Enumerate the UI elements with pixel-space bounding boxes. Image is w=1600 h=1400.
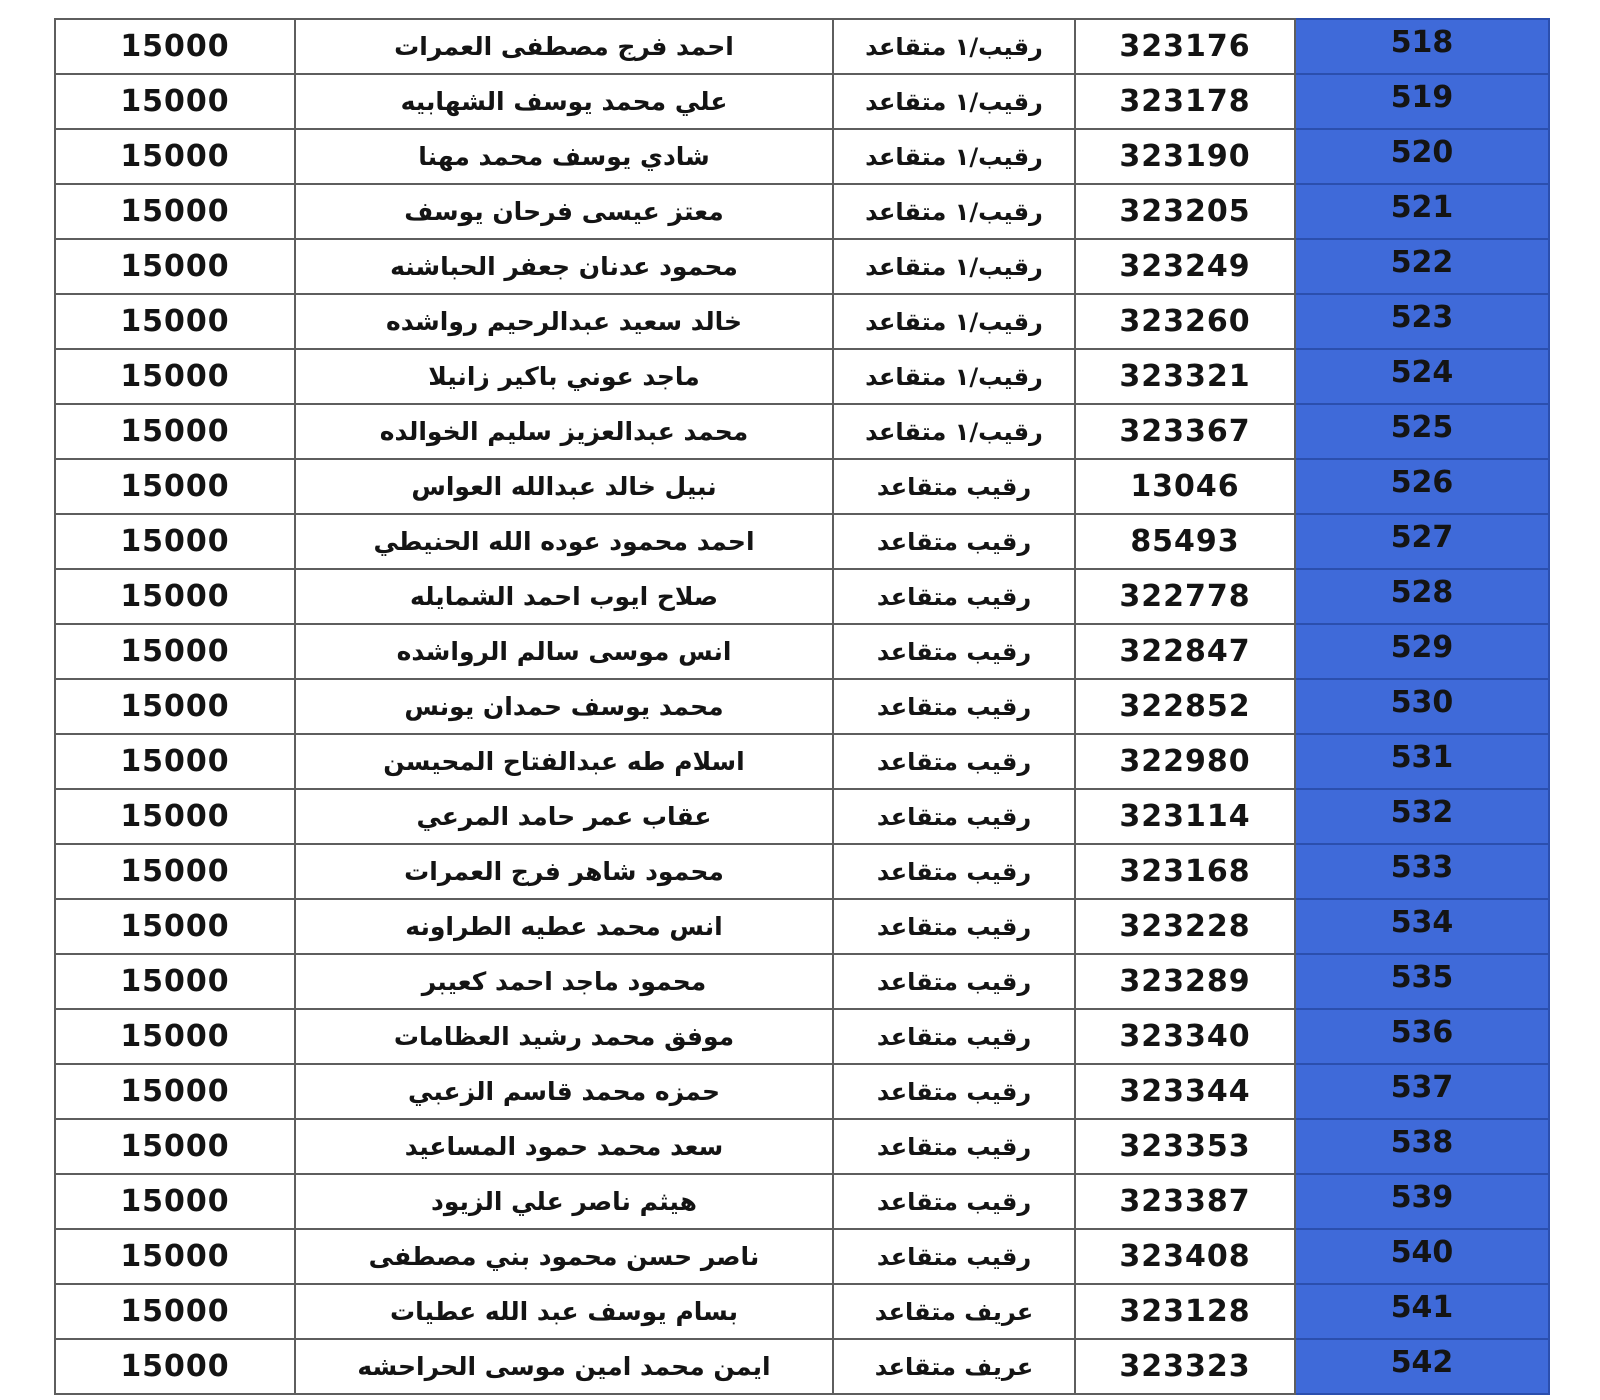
rank-cell: رقيب/١ متقاعد	[833, 129, 1075, 184]
rank-cell: رقيب متقاعد	[833, 679, 1075, 734]
amount-cell: 15000	[55, 844, 295, 899]
table-row	[55, 954, 1549, 1009]
military-id-cell: 323178	[1075, 74, 1295, 129]
military-id-cell: 323353	[1075, 1119, 1295, 1174]
sequence-number-cell: 522	[1295, 239, 1549, 294]
name-cell: انس محمد عطيه الطراونه	[295, 899, 833, 954]
table-row	[55, 184, 1549, 239]
military-id-cell: 13046	[1075, 459, 1295, 514]
military-id-cell: 323344	[1075, 1064, 1295, 1119]
military-id-cell: 323340	[1075, 1009, 1295, 1064]
military-id-cell: 323190	[1075, 129, 1295, 184]
name-cell: نبيل خالد عبدالله العواس	[295, 459, 833, 514]
sequence-number-cell: 528	[1295, 569, 1549, 624]
amount-cell: 15000	[55, 1119, 295, 1174]
table-row	[55, 514, 1549, 569]
military-id-cell: 323321	[1075, 349, 1295, 404]
sequence-number-cell: 534	[1295, 899, 1549, 954]
military-id-cell: 323367	[1075, 404, 1295, 459]
amount-cell: 15000	[55, 459, 295, 514]
military-id-cell: 323387	[1075, 1174, 1295, 1229]
sequence-number-cell: 532	[1295, 789, 1549, 844]
rank-cell: رقيب متقاعد	[833, 789, 1075, 844]
table-row	[55, 789, 1549, 844]
sequence-number-cell: 519	[1295, 74, 1549, 129]
sequence-number-cell: 525	[1295, 404, 1549, 459]
name-cell: حمزه محمد قاسم الزعبي	[295, 1064, 833, 1119]
rank-cell: رقيب متقاعد	[833, 624, 1075, 679]
amount-cell: 15000	[55, 74, 295, 129]
military-id-cell: 322852	[1075, 679, 1295, 734]
sequence-number-cell: 527	[1295, 514, 1549, 569]
military-id-cell: 323228	[1075, 899, 1295, 954]
rank-cell: رقيب متقاعد	[833, 569, 1075, 624]
amount-cell: 15000	[55, 679, 295, 734]
rank-cell: رقيب متقاعد	[833, 459, 1075, 514]
sequence-number-cell: 533	[1295, 844, 1549, 899]
table-row	[55, 624, 1549, 679]
sequence-number-cell: 542	[1295, 1339, 1549, 1394]
payment-list-table	[54, 18, 1550, 1395]
rank-cell: رقيب متقاعد	[833, 1174, 1075, 1229]
amount-cell: 15000	[55, 1009, 295, 1064]
amount-cell: 15000	[55, 129, 295, 184]
table-row	[55, 569, 1549, 624]
amount-cell: 15000	[55, 1229, 295, 1284]
table-row	[55, 1174, 1549, 1229]
name-cell: انس موسى سالم الرواشده	[295, 624, 833, 679]
military-id-cell: 323205	[1075, 184, 1295, 239]
sequence-number-cell: 535	[1295, 954, 1549, 1009]
name-cell: اسلام طه عبدالفتاح المحيسن	[295, 734, 833, 789]
sequence-number-cell: 538	[1295, 1119, 1549, 1174]
military-id-cell: 85493	[1075, 514, 1295, 569]
name-cell: احمد فرج مصطفى العمرات	[295, 19, 833, 74]
rank-cell: رقيب/١ متقاعد	[833, 239, 1075, 294]
table-row	[55, 1339, 1549, 1394]
amount-cell: 15000	[55, 1284, 295, 1339]
amount-cell: 15000	[55, 514, 295, 569]
name-cell: ناصر حسن محمود بني مصطفى	[295, 1229, 833, 1284]
rank-cell: رقيب/١ متقاعد	[833, 294, 1075, 349]
name-cell: سعد محمد حمود المساعيد	[295, 1119, 833, 1174]
sequence-number-cell: 518	[1295, 19, 1549, 74]
name-cell: بسام يوسف عبد الله عطيات	[295, 1284, 833, 1339]
rank-cell: رقيب/١ متقاعد	[833, 74, 1075, 129]
table-row	[55, 899, 1549, 954]
name-cell: محمود ماجد احمد كعيبر	[295, 954, 833, 1009]
military-id-cell: 323249	[1075, 239, 1295, 294]
rank-cell: رقيب/١ متقاعد	[833, 184, 1075, 239]
amount-cell: 15000	[55, 954, 295, 1009]
table-body	[55, 19, 1549, 1394]
table-row	[55, 844, 1549, 899]
rank-cell: عريف متقاعد	[833, 1284, 1075, 1339]
amount-cell: 15000	[55, 1064, 295, 1119]
table-row	[55, 1119, 1549, 1174]
table-row	[55, 1009, 1549, 1064]
military-id-cell: 323128	[1075, 1284, 1295, 1339]
military-id-cell: 323323	[1075, 1339, 1295, 1394]
sequence-number-cell: 539	[1295, 1174, 1549, 1229]
name-cell: محمد عبدالعزيز سليم الخوالده	[295, 404, 833, 459]
military-id-cell: 323168	[1075, 844, 1295, 899]
military-id-cell: 322980	[1075, 734, 1295, 789]
sequence-number-cell: 537	[1295, 1064, 1549, 1119]
table-row	[55, 74, 1549, 129]
table-row	[55, 679, 1549, 734]
military-id-cell: 323260	[1075, 294, 1295, 349]
table-row	[55, 349, 1549, 404]
sequence-number-cell: 524	[1295, 349, 1549, 404]
rank-cell: رقيب متقاعد	[833, 844, 1075, 899]
name-cell: موفق محمد رشيد العظامات	[295, 1009, 833, 1064]
sequence-number-cell: 536	[1295, 1009, 1549, 1064]
table-row	[55, 459, 1549, 514]
amount-cell: 15000	[55, 294, 295, 349]
sequence-number-cell: 521	[1295, 184, 1549, 239]
amount-cell: 15000	[55, 184, 295, 239]
name-cell: ماجد عوني باكير زانيلا	[295, 349, 833, 404]
amount-cell: 15000	[55, 624, 295, 679]
amount-cell: 15000	[55, 899, 295, 954]
name-cell: خالد سعيد عبدالرحيم رواشده	[295, 294, 833, 349]
table-row	[55, 734, 1549, 789]
table-row	[55, 1064, 1549, 1119]
sequence-number-cell: 523	[1295, 294, 1549, 349]
rank-cell: عريف متقاعد	[833, 1339, 1075, 1394]
sequence-number-cell: 531	[1295, 734, 1549, 789]
name-cell: صلاح ايوب احمد الشمايله	[295, 569, 833, 624]
amount-cell: 15000	[55, 1174, 295, 1229]
amount-cell: 15000	[55, 404, 295, 459]
table-row	[55, 1229, 1549, 1284]
name-cell: علي محمد يوسف الشهابيه	[295, 74, 833, 129]
rank-cell: رقيب متقاعد	[833, 1119, 1075, 1174]
rank-cell: رقيب متقاعد	[833, 899, 1075, 954]
amount-cell: 15000	[55, 349, 295, 404]
amount-cell: 15000	[55, 789, 295, 844]
military-id-cell: 323176	[1075, 19, 1295, 74]
amount-cell: 15000	[55, 239, 295, 294]
amount-cell: 15000	[55, 19, 295, 74]
military-id-cell: 323114	[1075, 789, 1295, 844]
name-cell: محمود عدنان جعفر الحباشنه	[295, 239, 833, 294]
sequence-number-cell: 530	[1295, 679, 1549, 734]
name-cell: محمود شاهر فرج العمرات	[295, 844, 833, 899]
rank-cell: رقيب/١ متقاعد	[833, 19, 1075, 74]
name-cell: عقاب عمر حامد المرعي	[295, 789, 833, 844]
name-cell: ايمن محمد امين موسى الحراحشه	[295, 1339, 833, 1394]
name-cell: هيثم ناصر علي الزيود	[295, 1174, 833, 1229]
rank-cell: رقيب متقاعد	[833, 1229, 1075, 1284]
sequence-number-cell: 541	[1295, 1284, 1549, 1339]
sequence-number-cell: 520	[1295, 129, 1549, 184]
amount-cell: 15000	[55, 734, 295, 789]
amount-cell: 15000	[55, 1339, 295, 1394]
military-id-cell: 323289	[1075, 954, 1295, 1009]
table-row	[55, 1284, 1549, 1339]
rank-cell: رقيب متقاعد	[833, 954, 1075, 1009]
rank-cell: رقيب متقاعد	[833, 514, 1075, 569]
rank-cell: رقيب متقاعد	[833, 1064, 1075, 1119]
name-cell: محمد يوسف حمدان يونس	[295, 679, 833, 734]
rank-cell: رقيب/١ متقاعد	[833, 349, 1075, 404]
rank-cell: رقيب متقاعد	[833, 734, 1075, 789]
name-cell: شادي يوسف محمد مهنا	[295, 129, 833, 184]
table-row	[55, 129, 1549, 184]
military-id-cell: 323408	[1075, 1229, 1295, 1284]
sequence-number-cell: 526	[1295, 459, 1549, 514]
sequence-number-cell: 529	[1295, 624, 1549, 679]
table-row	[55, 404, 1549, 459]
amount-cell: 15000	[55, 569, 295, 624]
name-cell: احمد محمود عوده الله الحنيطي	[295, 514, 833, 569]
table-row	[55, 19, 1549, 74]
rank-cell: رقيب متقاعد	[833, 1009, 1075, 1064]
table-row	[55, 239, 1549, 294]
military-id-cell: 322778	[1075, 569, 1295, 624]
military-id-cell: 322847	[1075, 624, 1295, 679]
sequence-number-cell: 540	[1295, 1229, 1549, 1284]
name-cell: معتز عيسى فرحان يوسف	[295, 184, 833, 239]
table-row	[55, 294, 1549, 349]
rank-cell: رقيب/١ متقاعد	[833, 404, 1075, 459]
